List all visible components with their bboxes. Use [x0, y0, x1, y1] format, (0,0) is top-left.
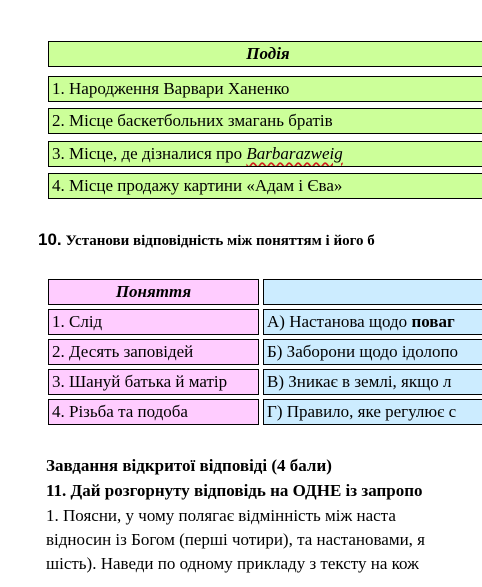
question-10-number: 10.	[38, 230, 62, 249]
events-row-1: 1. Народження Варвари Ханенко	[48, 76, 482, 102]
question-10	[38, 230, 375, 250]
definition-row-a	[263, 309, 482, 335]
question-11: 11. Дай розгорнуту відповідь на ОДНЕ із запропо	[46, 481, 423, 500]
definition-d-text: Г) Правило, яке регулює с	[267, 402, 457, 421]
open-task-line-3: шість). Наведи по одному прикладу з тексту на кож	[46, 554, 419, 573]
question-10-text: Установи відповідність між поняттям і його б	[65, 233, 375, 249]
open-task-heading: Завдання відкритої відповіді (4 бали)	[46, 456, 332, 475]
concepts-header: Поняття	[48, 279, 259, 305]
definition-c-text: В) Зникає в землі, якщо л	[267, 372, 452, 391]
events-row-3-text: 3. Місце, де дізналися про	[52, 144, 247, 163]
open-task-line-1: 1. Поясни, у чому полягає відмінність між наста	[46, 506, 396, 525]
definition-row-c	[263, 369, 482, 395]
events-row-2: 2. Місце баскетбольних змагань братів	[48, 108, 482, 134]
concept-row-3: 3. Шануй батька й матір	[48, 369, 259, 395]
events-table-header: Подія	[48, 41, 482, 67]
events-row-3-misspelled-word: Barbarazweig	[246, 144, 343, 163]
concept-row-1: 1. Слід	[48, 309, 259, 335]
definitions-header	[263, 279, 482, 305]
concept-row-4: 4. Різьба та подоба	[48, 399, 259, 425]
definition-row-b	[263, 339, 482, 365]
concept-row-2: 2. Десять заповідей	[48, 339, 259, 365]
open-task-line-2: відносин із Богом (перші чотири), та настановами, я	[46, 530, 425, 549]
definition-a-text: А) Настанова щодо	[267, 312, 412, 331]
definition-b-text: Б) Заборони щодо ідолопо	[267, 342, 459, 361]
events-row-3	[48, 141, 482, 167]
definition-row-d	[263, 399, 482, 425]
definition-a-bold: поваг	[411, 312, 455, 331]
events-row-4: 4. Місце продажу картини «Адам і Єва»	[48, 173, 482, 199]
